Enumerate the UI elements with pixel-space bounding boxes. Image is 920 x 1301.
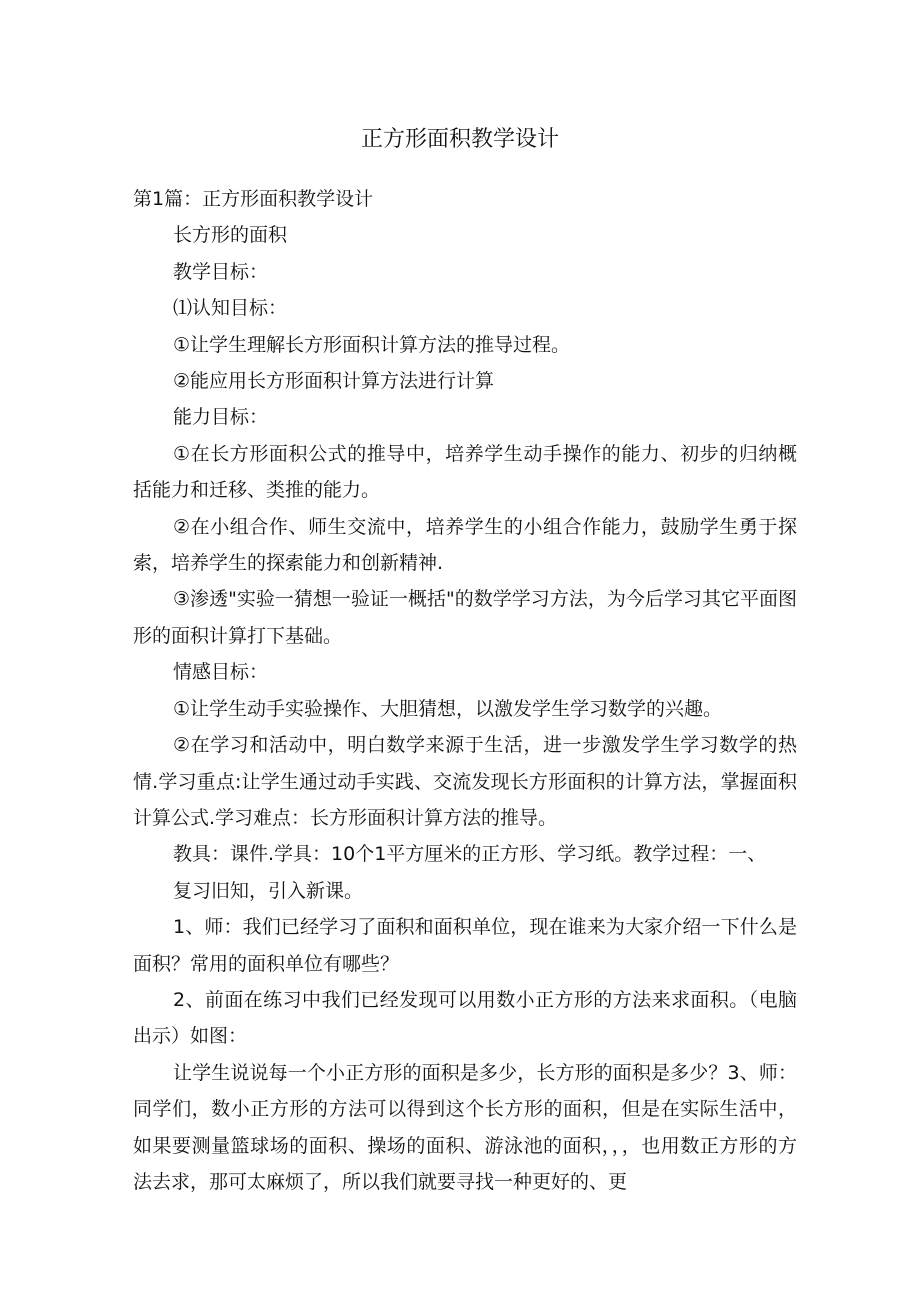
paragraph: 2、前面在练习中我们已经发现可以用数小正方形的方法来求面积。（电脑出示）如图： (133, 988, 797, 1048)
paragraph: ①在长方形面积公式的推导中，培养学生动手操作的能力、初步的归纳概括能力和迁移、类推的能力。 (133, 442, 797, 502)
paragraph: 能力目标： (173, 406, 269, 429)
paragraph: ②能应用长方形面积计算方法进行计算 (173, 370, 495, 393)
document-body (133, 181, 797, 1200)
paragraph: 长方形的面积 (173, 224, 288, 247)
document-title: 正方形面积教学设计 (360, 127, 559, 152)
paragraph: ②在学习和活动中，明白数学来源于生活，进一步激发学生学习数学的热情.学习重点:让学生通过动手实践、交流发现长方形面积的计算方法，掌握面积计算公式.学习难点：长方形面积计算方法的推导。 (133, 734, 797, 829)
paragraph: ①让学生动手实验操作、大胆猜想，以激发学生学习数学的兴趣。 (173, 697, 723, 720)
paragraph: 复习旧知，引入新课。 (173, 879, 364, 902)
paragraph: ⑴认知目标： (173, 297, 288, 320)
paragraph: 教学目标： (173, 260, 269, 283)
paragraph: 1、师：我们已经学习了面积和面积单位，现在谁来为大家介绍一下什么是面积？常用的面积单位有哪些？ (133, 916, 797, 975)
paragraph: 教具：课件.学具：10个1平方厘米的正方形、学习纸。教学过程：一、 (173, 843, 767, 866)
paragraph: ①让学生理解长方形面积计算方法的推导过程。 (173, 333, 571, 356)
paragraph: ②在小组合作、师生交流中，培养学生的小组合作能力，鼓励学生勇于探索，培养学生的探索能力和创新精神. (133, 515, 797, 575)
paragraph: 让学生说说每一个小正方形的面积是多少，长方形的面积是多少？3、师：同学们，数小正方形的方法可以得到这个长方形的面积，但是在实际生活中，如果要测量篮球场的面积、操场的面积、游泳池的面积，，，也用数正方形的方法去求，那可太麻烦了，所以我们就要寻找一种更好的、更 (133, 1061, 797, 1193)
paragraph: ③渗透"实验一猜想一验证一概括"的数学学习方法，为今后学习其它平面图形的面积计算打下基础。 (133, 588, 797, 647)
paragraph: 第1篇：正方形面积教学设计 (133, 188, 374, 210)
paragraph: 情感目标： (173, 661, 269, 684)
